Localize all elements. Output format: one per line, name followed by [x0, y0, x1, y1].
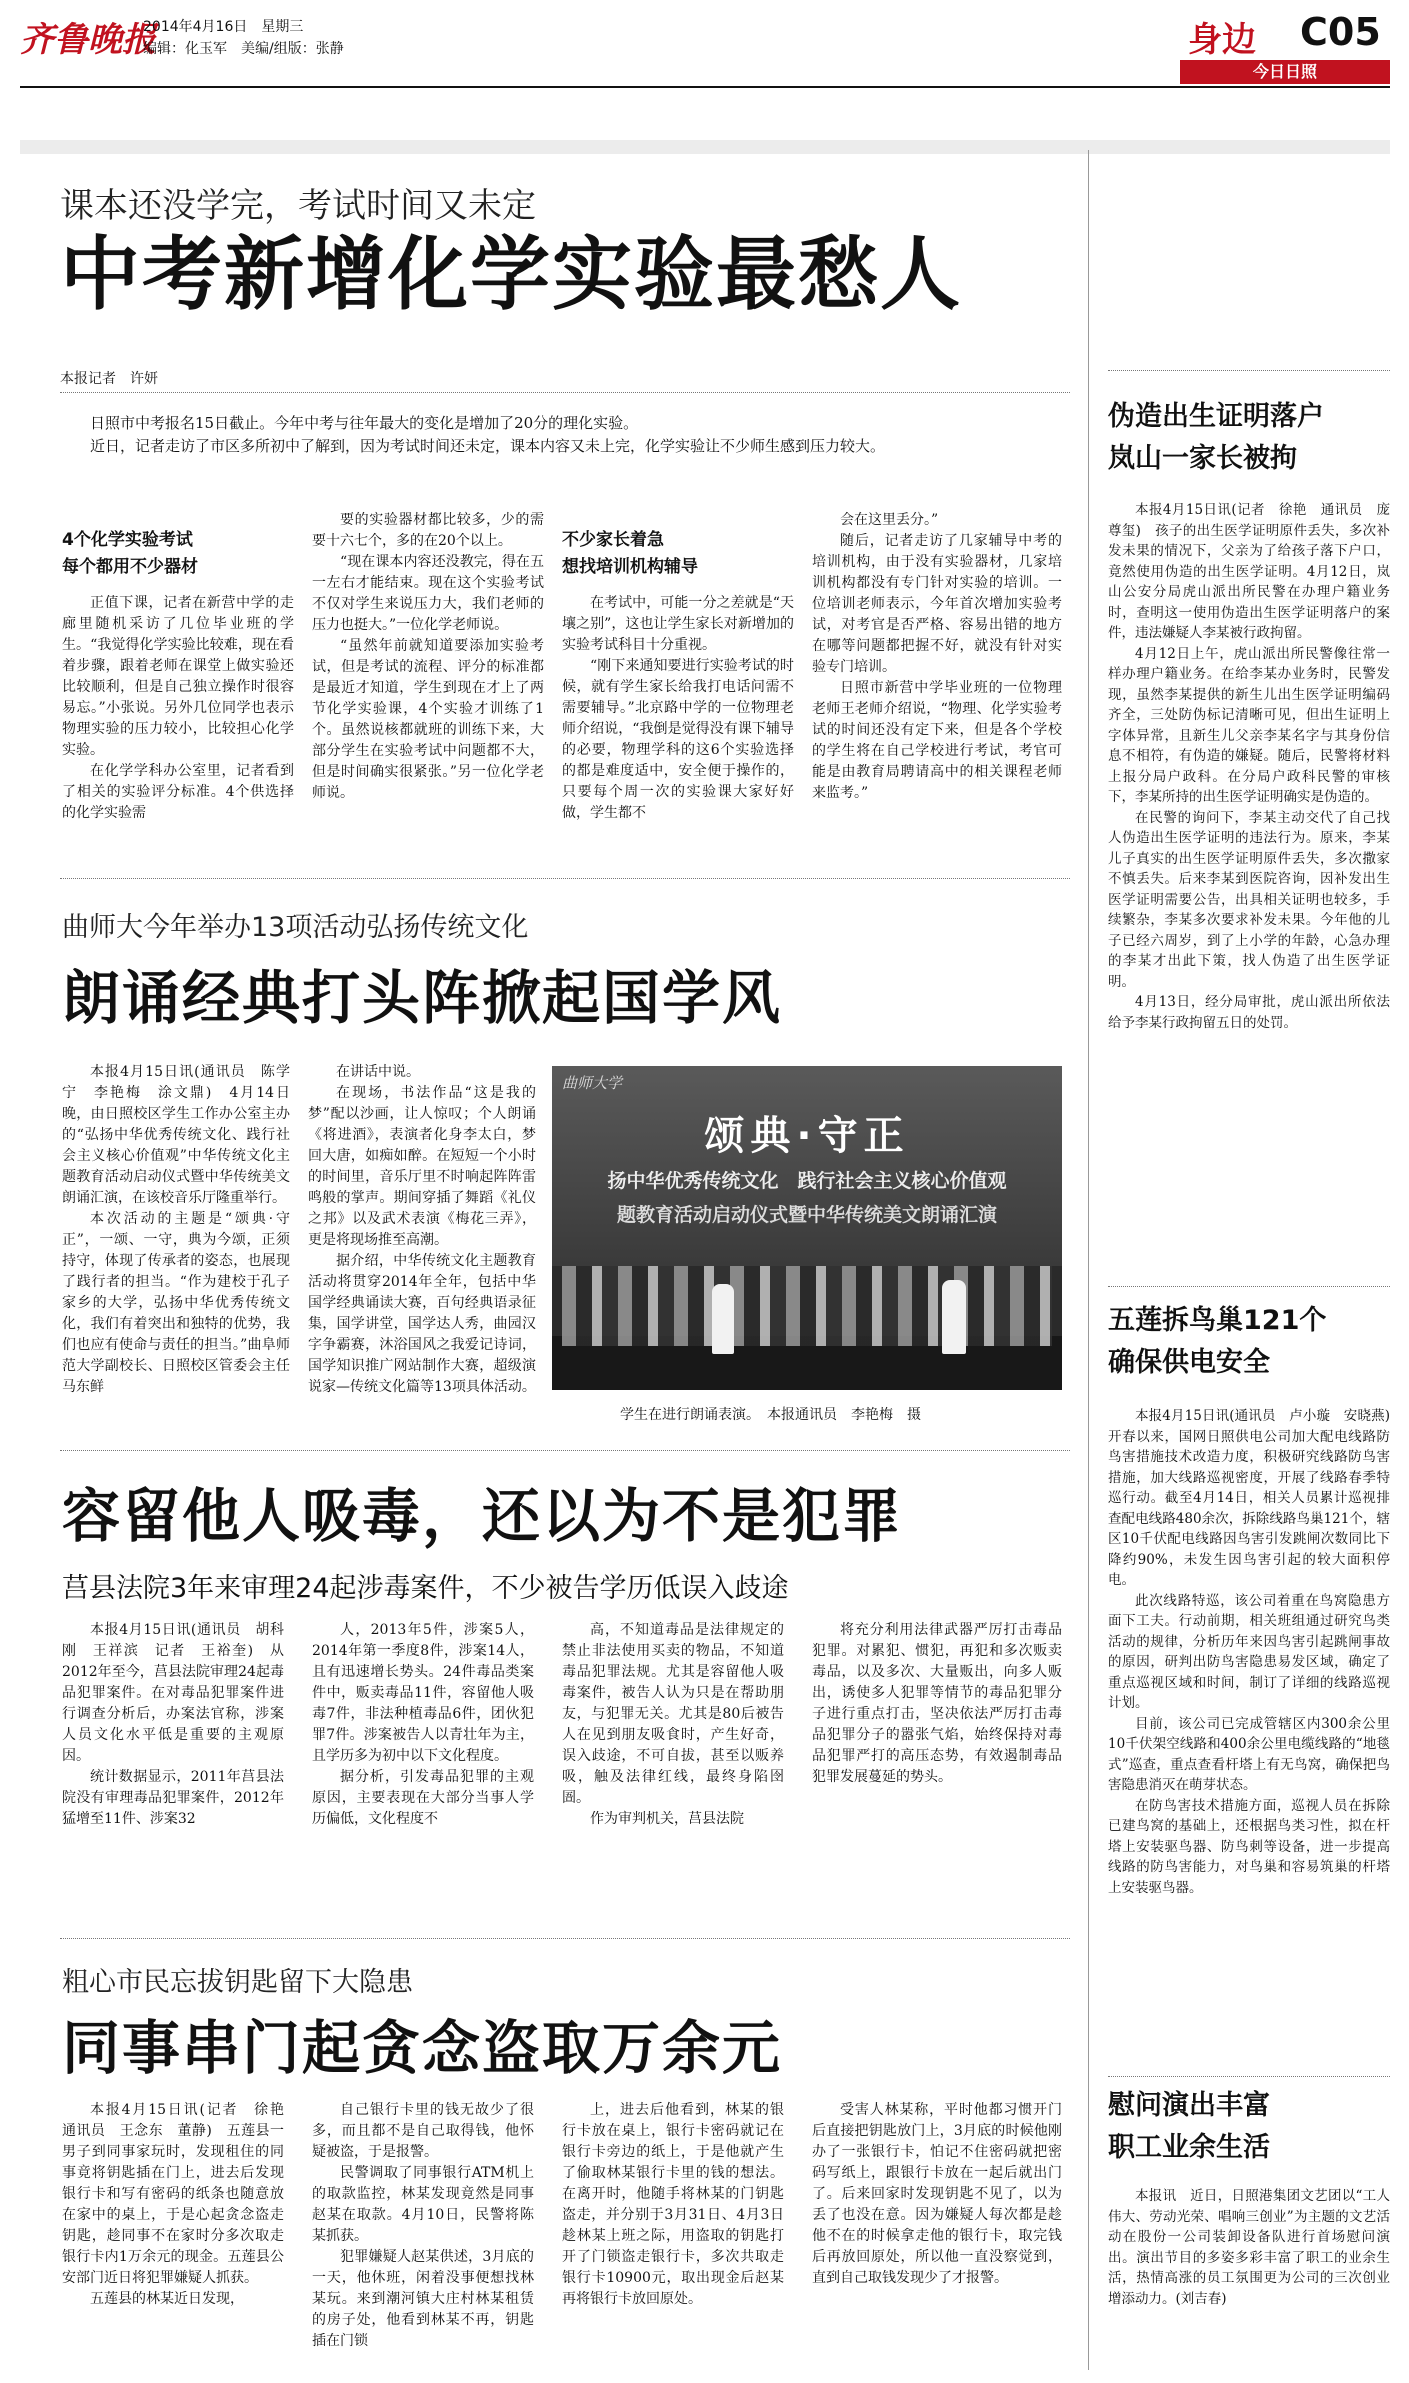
header-rule — [20, 86, 1390, 88]
story3-column-3 — [562, 1620, 784, 1925]
paragraph: 自己银行卡里的钱无故少了很多，而且都不是自己取得钱，他怀疑被盗，于是报警。 — [312, 2102, 534, 2160]
paragraph: 统计数据显示，2011年莒县法院没有审理毒品犯罪案件，2012年猛增至11件、涉案32 — [62, 1769, 284, 1827]
story4-top-rule — [60, 1938, 1070, 1939]
subhead-line: 不少家长着急 — [562, 530, 664, 550]
story4-column-3 — [562, 2100, 784, 2370]
side2-body — [1108, 1406, 1404, 2076]
story1-lead — [60, 412, 1070, 458]
paragraph: 本报4月15日讯(通讯员 胡科刚 王祥滨 记者 王裕奎) 从2012年至今，莒县法院审理24起毒品犯罪案件。在对毒品犯罪案件进行调查分析后，办案法官称，涉案人员文化水平低是重要的主观原因。 — [62, 1622, 284, 1764]
story1-column-1 — [62, 593, 294, 861]
story4-column-4 — [812, 2100, 1062, 2370]
paragraph: 上，进去后他看到，林某的银行卡放在桌上，银行卡密码就记在银行卡旁边的纸上，于是他就产生了偷取林某银行卡里的钱的想法。在离开时，他随手将林某的门钥匙盗走，并分别于3月31日、4月3日趁林某上班之际，用盗取的钥匙打开了门锁盗走银行卡，多次共取走银行卡10900元，取出现金后赵某再将银行卡放回原处。 — [562, 2102, 784, 2307]
paragraph: “现在课本内容还没教完，得在五一左右才能结束。现在这个实验考试不仅对学生来说压力大，我们老师的压力也挺大。”一位化学老师说。 — [312, 554, 544, 633]
story2-column-1 — [62, 1062, 290, 1438]
paragraph: 随后，记者走访了几家辅导中考的培训机构，由于没有实验器材，几家培训机构都没有专门针对实验的培训。一位培训老师表示，今年首次增加实验考试，对考官是否严格、容易出错的地方在哪等问题都把握不好，就没有针对实验专门培训。 — [812, 533, 1062, 675]
paragraph: 据介绍，中华传统文化主题教育活动将贯穿2014年全年，包括中华国学经典诵读大赛，百句经典语录征集，国学讲堂，国学达人秀，曲园汉字争霸赛，沐浴国风之我爱记诗词，国学知识推广网站制作大赛，超级演说家—传统文化篇等13项具体活动。 — [308, 1253, 536, 1395]
story2-headline: 朗诵经典打头阵掀起国学风 — [62, 964, 783, 1032]
story2-column-2 — [308, 1062, 536, 1438]
story1-headline: 中考新增化学实验最愁人 — [60, 228, 962, 321]
paragraph: 要的实验器材都比较多，少的需要十六七个，多的在20个以上。 — [312, 512, 544, 549]
side-title-line: 确保供电安全 — [1108, 1347, 1270, 1378]
header-shade — [20, 140, 1390, 154]
story2-top-rule — [60, 878, 1070, 879]
subhead-line: 4个化学实验考试 — [62, 530, 193, 550]
side-title-line: 慰问演出丰富 — [1108, 2090, 1270, 2121]
side2-title — [1108, 1300, 1326, 1384]
paragraph: 本报4月15日讯(记者 徐艳 通讯员 王念东 董静) 五莲县一男子到同事家玩时，发现租住的同事竟将钥匙插在门上，进去后发现银行卡和写有密码的纸条也随意放在家中的桌上，于是心起贪念盗走钥匙，趁同事不在家时分多次取走银行卡内1万余元的现金。五莲县公安部门近日将犯罪嫌疑人抓获。 — [62, 2102, 298, 2286]
paragraph: 据分析，引发毒品犯罪的主观原因，主要表现在大部分当事人学历偏低，文化程度不 — [312, 1769, 534, 1827]
paragraph: 人，2013年5件，涉案5人，2014年第一季度8件，涉案14人，且有迅速增长势头。24件毒品类案件中，贩卖毒品11件，容留他人吸毒7件，非法种植毒品6件，团伙犯罪7件。涉案被告人以青壮年为主，且学历多为初中以下文化程度。 — [312, 1622, 534, 1764]
story3-column-1 — [62, 1620, 284, 1925]
paragraph: 日照市新营中学毕业班的一位物理老师王老师介绍说，“物理、化学实验考试的时间还没有定下来，但是各个学校的学生将在自己学校进行考试，考官可能是由教育局聘请高中的相关课程老师来监考。” — [812, 680, 1062, 801]
story3-subhead: 莒县法院3年来审理24起涉毒案件，不少被告学历低误入歧途 — [62, 1573, 789, 1604]
paragraph: 本报讯 近日，日照港集团文艺团以“工人伟大、劳动光荣、唱响三创业”为主题的文艺活动在股份一公司装卸设备队进行首场慰问演出。演出节目的多姿多彩丰富了职工的业余生活，热情高涨的员工氛围更为公司的三次创业增添动力。(刘吉春) — [1108, 2188, 1390, 2307]
paragraph: 本次活动的主题是“颂典·守正”，一颂、一守，典为今颂，正须持守，体现了传承者的姿态，也展现了践行者的担当。“作为建校于孔子家乡的大学，弘扬中华优秀传统文化，我们有着突出和独特的优势，我们也应有使命与责任的担当。”曲阜师范大学副校长、日照校区管委会主任马东鲜 — [62, 1211, 290, 1395]
lead-paragraph: 近日，记者走访了市区多所初中了解到，因为考试时间还未定，课本内容又未上完，化学实验让不少师生感到压力较大。 — [90, 437, 886, 455]
side3-body — [1108, 2186, 1390, 2374]
side1-body — [1108, 500, 1390, 1270]
paragraph: 本报4月15日讯(通讯员 卢小璇 安晓燕) 开春以来，国网日照供电公司加大配电线路防鸟害措施技术改造力度，积极研究线路防鸟害措施，加大线路巡视密度，开展了线路春季特巡行动。截至4月14日，相关人员累计巡视排查配电线路480余次，拆除线路鸟巢121个，辖区10千伏配电线路因鸟害引发跳闸次数同比下降约90%，未发生因鸟害引起的较大面积停电。 — [1108, 1408, 1404, 1588]
page-number: C05 — [1300, 10, 1381, 54]
issue-date: 2014年4月16日 星期三 — [143, 19, 304, 35]
story1-column-4 — [812, 510, 1062, 861]
photo-school-logo: 曲师大学 — [562, 1074, 623, 1092]
story1-subhead-1 — [62, 527, 198, 581]
story1-byline: 本报记者 许妍 — [60, 371, 158, 387]
paragraph: 4月12日上午，虎山派出所民警像往常一样办理户籍业务。在给李某办业务时，民警发现，虽然李某提供的新生儿出生医学证明编码齐全，三处防伪标记清晰可见，但出生证明上字体异常，且新生儿父亲李某名字与其身份信息不相符，有伪造的嫌疑。随后，民警将材料上报分局户政科。在分局户政科民警的审核下，李某所持的出生医学证明确实是伪造的。 — [1108, 645, 1390, 805]
story3-headline: 容留他人吸毒，还以为不是犯罪 — [62, 1482, 903, 1550]
lead-paragraph: 日照市中考报名15日截止。今年中考与往年最大的变化是增加了20分的理化实验。 — [90, 414, 639, 432]
paragraph: 在现场，书法作品“这是我的梦”配以沙画，让人惊叹；个人朗诵《将进酒》，表演者化身李太白，梦回大唐，如痴如醉。在短短一个小时的时间里，音乐厅里不时响起阵阵雷鸣般的掌声。期间穿插了舞蹈《礼仪之邦》以及武术表演《梅花三弄》，更是将现场推至高潮。 — [308, 1085, 536, 1248]
paragraph: 民警调取了同事银行ATM机上的取款监控，林某发现竟然是同事赵某在取款。4月10日，民警将陈某抓获。 — [312, 2165, 534, 2244]
side3-top-rule — [1108, 2076, 1390, 2077]
story1-column-2 — [312, 510, 544, 861]
photo-caption: 学生在进行朗诵表演。 本报通讯员 李艳梅 摄 — [620, 1407, 921, 1423]
photo-banner-line-3: 题教育活动启动仪式暨中华传统美文朗诵汇演 — [616, 1204, 997, 1226]
story3-top-rule — [60, 1450, 1070, 1451]
paragraph: 本报4月15日讯(通讯员 陈学宁 李艳梅 涂文鼎) 4月14日晚，由日照校区学生工作办公室主办的“弘扬中华优秀传统文化、践行社会主义核心价值观”中华传统文化主题教育活动启动仪式暨中华传统美文朗诵汇演，在该校音乐厅隆重举行。 — [62, 1064, 290, 1206]
story1-kicker: 课本还没学完，考试时间又未定 — [60, 186, 536, 226]
side2-top-rule — [1108, 1286, 1390, 1287]
paragraph: 在防鸟害技术措施方面，巡视人员在拆除已建鸟窝的基础上，还根据鸟类习性，拟在杆塔上安装驱鸟器、防鸟刺等设备，进一步提高线路的防鸟害能力，对鸟巢和容易筑巢的杆塔上安装驱鸟器。 — [1108, 1797, 1390, 1896]
paragraph: 此次线路特巡，该公司着重在鸟窝隐患方面下工夫。行动前期，相关班组通过研究鸟类活动的规律，分析历年来因鸟害引起跳闸事故的原因，研判出防鸟害隐患易发区域，确定了重点巡视区域和时间，制订了详细的线路巡视计划。 — [1108, 1592, 1390, 1711]
paragraph: 在化学学科办公室里，记者看到了相关的实验评分标准。4个供选择的化学实验需 — [62, 763, 294, 821]
side-title-line: 伪造出生证明落户 — [1108, 401, 1324, 432]
photo-performer-white-dress — [712, 1284, 734, 1354]
paragraph: 将充分利用法律武器严厉打击毒品犯罪。对累犯、惯犯，再犯和多次贩卖毒品，以及多次、大量贩出，向多人贩出，诱使多人犯罪等情节的毒品犯罪分子进行重点打击，坚决依法严厉打击毒品犯罪分子的嚣张气焰，始终保持对毒品犯罪严打的高压态势，有效遏制毒品犯罪发展蔓延的势头。 — [812, 1622, 1062, 1785]
paragraph: 4月13日，经分局审批，虎山派出所依法给予李某行政拘留五日的处罚。 — [1108, 994, 1390, 1031]
section-name: 身边 — [1188, 20, 1256, 60]
side1-title — [1108, 396, 1324, 480]
photo-performer-white-dress — [942, 1280, 966, 1354]
story1-column-3 — [562, 593, 794, 861]
subhead-line: 想找培训机构辅导 — [562, 557, 698, 577]
edition-badge: 今日日照 — [1180, 60, 1390, 84]
paragraph: “刚下来通知要进行实验考试的时候，就有学生家长给我打电话问需不需要辅导。”北京路中学的一位物理老师介绍说，“我倒是觉得没有课下辅导的必要，物理学科的这6个实验选择的都是难度适中，安全便于操作的，只要每个周一次的实验课大家好好做，学生都不 — [562, 658, 794, 821]
paragraph: 犯罪嫌疑人赵某供述，3月底的一天，他休班，闲着没事便想找林某玩。来到潮河镇大庄村林某租赁的房子处，他看到林某不再，钥匙插在门锁 — [312, 2249, 534, 2349]
paragraph: 在讲话中说。 — [336, 1064, 420, 1080]
paragraph: “虽然年前就知道要添加实验考试，但是考试的流程、评分的标准都是最近才知道，学生到现在才上了两节化学实验课，4个实验才训练了1个。虽然说核都就班的训练下来，大部分学生在实验考试中问题都不大，但是时间确实很紧张。”另一位化学老师说。 — [312, 638, 544, 801]
story4-kicker: 粗心市民忘拔钥匙留下大隐患 — [62, 1967, 413, 1998]
paragraph: 作为审判机关，莒县法院 — [590, 1811, 744, 1827]
story4-column-2 — [312, 2100, 534, 2370]
editors-line: 编辑：化玉军 美编/组版：张静 — [143, 41, 344, 57]
story3-column-4 — [812, 1620, 1062, 1925]
paragraph: 受害人林某称，平时他都习惯开门后直接把钥匙放门上，3月底的时候他刚办了一张银行卡，怕记不住密码就把密码写纸上，跟银行卡放在一起后就出门了。后来回家时发现钥匙不见了，以为丢了也没在意。因为嫌疑人每次都是趁他不在的时候拿走他的银行卡，取完钱后再放回原处，所以他一直没察觉到，直到自己取钱发现少了才报警。 — [812, 2102, 1062, 2286]
story4-column-1 — [62, 2100, 298, 2370]
subhead-line: 每个都用不少器材 — [62, 557, 198, 577]
photo-banner-title: 颂典·守正 — [704, 1113, 910, 1159]
paragraph: 五莲县的林某近日发现， — [90, 2291, 244, 2307]
photo-performer-group — [562, 1266, 1052, 1346]
paragraph: 在民警的询问下，李某主动交代了自己找人伪造出生医学证明的违法行为。原来，李某儿子真实的出生医学证明原件丢失，多次撒家不慎丢失。后来李某到医院咨询，因补发出生医学证明需要公告，出具相关证明也较多，手续繁杂，李某多次要求补发未果。今年他的儿子已经六周岁，到了上小学的年龄，心急办理的李某才出此下策，找人伪造了出生医学证明。 — [1108, 809, 1390, 990]
paragraph: 目前，该公司已完成管辖区内300余公里10千伏架空线路和400余公里电缆线路的“地毯式”巡查，重点查看杆塔上有无鸟窝，确保把鸟害隐患消灭在萌芽状态。 — [1108, 1715, 1390, 1793]
paragraph: 会在这里丢分。” — [840, 512, 939, 528]
side-title-line: 岚山一家长被拘 — [1108, 443, 1297, 474]
sidebar-divider — [1088, 150, 1089, 2370]
story1-subhead-2 — [562, 527, 698, 581]
reading-performance-photo — [552, 1066, 1062, 1390]
story2-kicker: 曲师大今年举办13项活动弘扬传统文化 — [62, 912, 529, 943]
paragraph: 在考试中，可能一分之差就是“天壤之别”，这也让学生家长对新增加的实验考试科目十分重视。 — [562, 595, 794, 653]
side3-title — [1108, 2085, 1270, 2169]
side-title-line: 职工业余生活 — [1108, 2132, 1270, 2163]
story4-headline: 同事串门起贪念盗取万余元 — [62, 2014, 783, 2082]
paragraph: 高，不知道毒品是法律规定的禁止非法使用买卖的物品，不知道毒品犯罪法规。尤其是容留他人吸毒案件，被告人认为只是在帮助朋友，与犯罪无关。尤其是80后被告人在见到朋友吸食时，产生好奇，误入歧途，不可自拔，甚至以贩养吸，触及法律红线，最终身陷囹圄。 — [562, 1622, 784, 1806]
photo-banner-line-2: 扬中华优秀传统文化 践行社会主义核心价值观 — [607, 1170, 1007, 1192]
side-title-line: 五莲拆鸟巢121个 — [1108, 1305, 1327, 1336]
story1-byline-rule — [60, 392, 1070, 393]
paragraph: 本报4月15日讯(记者 徐艳 通讯员 庞尊玺) 孩子的出生医学证明原件丢失，多次补发未果的情况下，父亲为了给孩子落下户口，竟然使用伪造的出生医学证明。4月12日，岚山公安分局虎山派出所民警在办理户籍业务时，查明这一使用伪造出生医学证明落户的案件，违法嫌疑人李某被行政拘留。 — [1108, 502, 1390, 641]
side1-top-rule — [1108, 370, 1390, 371]
paragraph: 正值下课，记者在新营中学的走廊里随机采访了几位毕业班的学生。“我觉得化学实验比较难，现在看着步骤，跟着老师在课堂上做实验还比较顺利，但是自己独立操作时很容易忘。”小张说。另外几位同学也表示物理实验的压力较小，比较担心化学实验。 — [62, 595, 294, 758]
newspaper-brand: 齐鲁晚报 — [20, 20, 156, 60]
story3-column-2 — [312, 1620, 534, 1925]
